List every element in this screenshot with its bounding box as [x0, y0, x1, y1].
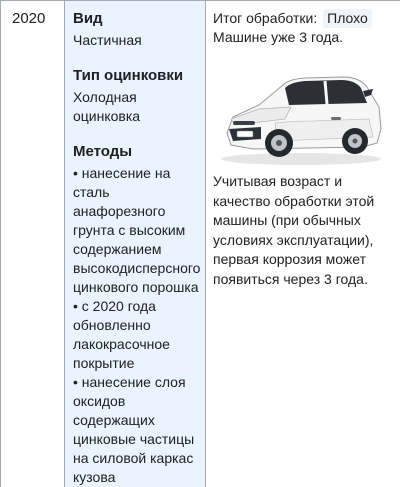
year-cell [0, 1, 64, 487]
methods-list [73, 164, 203, 487]
car-image [213, 59, 387, 169]
result-label: Итог обработки: [213, 10, 318, 26]
zinc-heading: Тип оцинковки [73, 67, 184, 84]
kind-value: Частичная [73, 32, 142, 48]
treatment-cell [64, 1, 206, 487]
methods-heading: Методы [73, 143, 133, 160]
method-item: • нанесение слоя оксидов содержащих цинковые частицы на силовой каркас кузова [73, 374, 195, 485]
result-summary: Машине уже 3 года. [213, 29, 344, 45]
result-badge: Плохо [323, 9, 372, 28]
zinc-value-line2: оцинковка [73, 108, 141, 124]
result-cell [206, 1, 400, 487]
kind-heading: Вид [73, 10, 103, 27]
result-description: Учитывая возраст и качество обработки этой машины (при обычных условиях эксплуатации), первая коррозия может появиться через 3 года. [213, 173, 375, 287]
method-item: • с 2020 года обновленно лакокрасочное покрытие [73, 298, 170, 371]
zinc-value-line1: Холодная [73, 89, 137, 105]
method-item: • нанесение на сталь анафорезного грунта с высоким содержанием высокодисперсного цинкового порошка [73, 165, 201, 295]
year-value: 2020 [12, 10, 46, 27]
